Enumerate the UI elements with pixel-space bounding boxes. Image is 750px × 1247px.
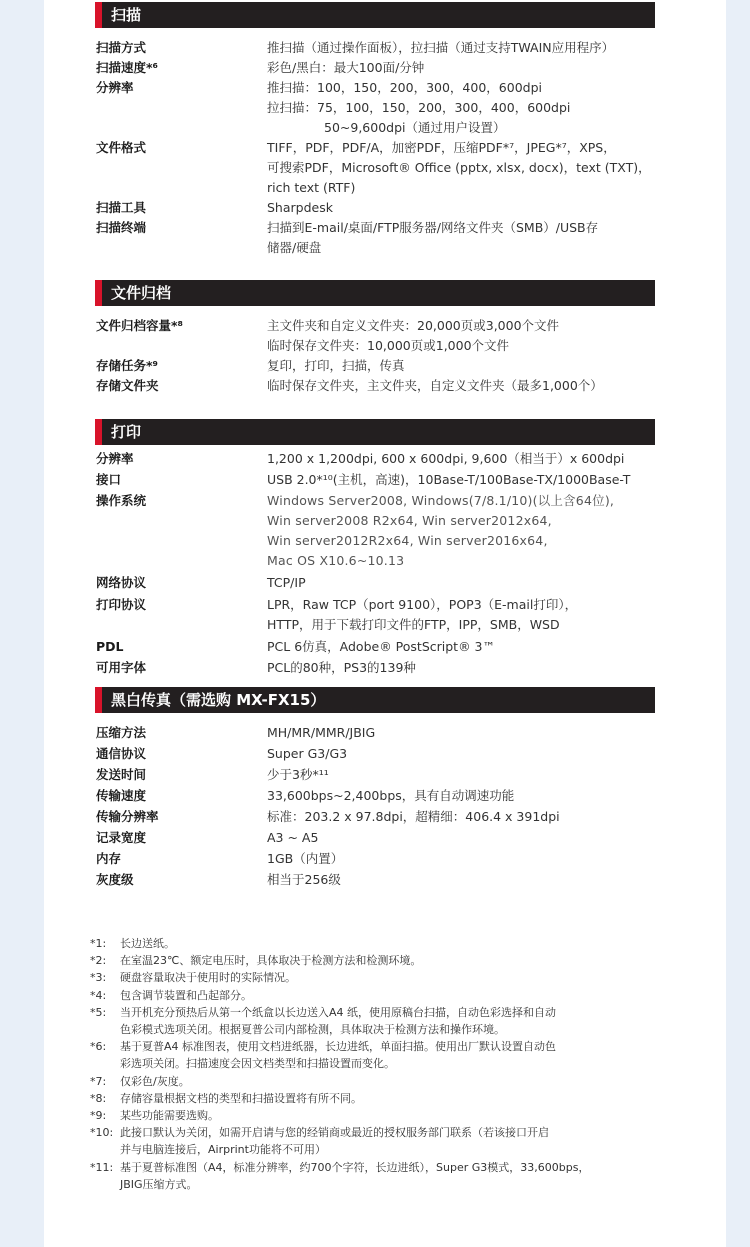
spec-value xyxy=(267,78,659,138)
spec-value-line: 1,200 x 1,200dpi, 600 x 600dpi, 9,600（相当于）x 600dpi xyxy=(267,451,625,466)
footnote xyxy=(90,1124,660,1158)
spec-value-line: 主文件夹和自定义文件夹：20,000页或3,000个文件 xyxy=(267,318,560,333)
spec-value-line: 推扫描：100，150，200，300，400，600dpi xyxy=(267,80,542,95)
section-accent-bar xyxy=(95,687,102,713)
section-header-fax xyxy=(95,687,655,713)
footnote xyxy=(90,987,660,1004)
spec-value-line: 50~9,600dpi（通过用户设置） xyxy=(324,120,506,135)
section-accent-bar xyxy=(95,2,102,28)
footnote-line: 长边送纸。 xyxy=(120,937,175,950)
section-title: 打印 xyxy=(111,423,142,441)
spec-value xyxy=(267,658,659,678)
spec-value xyxy=(267,491,659,571)
spec-value xyxy=(267,470,659,490)
spec-value-line: LPR，Raw TCP（port 9100），POP3（E-mail打印）， xyxy=(267,597,578,612)
footnote-line: 基于夏普A4 标准图表，使用文档进纸器，长边进纸，单面扫描。使用出厂默认设置自动色 xyxy=(120,1040,557,1054)
footnote-number: *8: xyxy=(90,1091,107,1105)
section-title: 扫描 xyxy=(111,6,142,24)
spec-value xyxy=(267,198,659,218)
footnote-text xyxy=(120,1090,660,1107)
spec-label: 内存 xyxy=(96,851,122,866)
footnote-line: JBIG压缩方式。 xyxy=(120,1177,198,1191)
footnote-number: *5: xyxy=(90,1005,107,1019)
spec-value-line: Win server2008 R2x64, Win server2012x64, xyxy=(267,513,552,528)
spec-value-line: MH/MR/MMR/JBIG xyxy=(267,725,376,740)
spec-value-line: 临时保存文件夹，主文件夹，自定义文件夹（最多1,000个） xyxy=(267,378,603,393)
spec-label: 接口 xyxy=(96,472,122,487)
spec-label: 分辨率 xyxy=(96,80,134,95)
footnote-text xyxy=(120,1124,660,1158)
spec-value xyxy=(267,218,659,258)
spec-value-line: 1GB（内置） xyxy=(267,851,344,866)
spec-value-line: PCL的80种，PS3的139种 xyxy=(267,660,416,675)
spec-value xyxy=(267,765,659,785)
spec-label: 分辨率 xyxy=(96,451,134,466)
footnote-text xyxy=(120,1107,660,1124)
footnote xyxy=(90,1073,660,1090)
spec-value-line: 储器/硬盘 xyxy=(267,240,322,255)
footnote-text xyxy=(120,1038,660,1072)
spec-label: 操作系统 xyxy=(96,493,147,508)
spec-value-line: HTTP，用于下载打印文件的FTP，IPP，SMB，WSD xyxy=(267,617,560,632)
footnote-line: 硬盘容量取决于使用时的实际情况。 xyxy=(120,971,296,985)
spec-value-line: 相当于256级 xyxy=(267,872,341,887)
spec-label: 记录宽度 xyxy=(96,830,147,845)
spec-value-line: 临时保存文件夹：10,000页或1,000个文件 xyxy=(267,338,510,353)
spec-label: 通信协议 xyxy=(96,746,147,761)
footnote-text xyxy=(120,952,660,969)
spec-label: 存储任务*⁹ xyxy=(96,358,159,373)
spec-value-line: 标准：203.2 x 97.8dpi，超精细：406.4 x 391dpi xyxy=(267,809,560,824)
spec-value-line: rich text (RTF) xyxy=(267,180,356,195)
spec-label: 传输速度 xyxy=(96,788,147,803)
section-title: 黑白传真（需选购 MX-FX15） xyxy=(111,691,326,709)
spec-value-line: 复印，打印，扫描，传真 xyxy=(267,358,405,373)
spec-label: 扫描终端 xyxy=(96,220,147,235)
footnote-text xyxy=(120,987,660,1004)
spec-label: 存储文件夹 xyxy=(96,378,159,393)
footnote-number: *9: xyxy=(90,1109,107,1123)
spec-label: 文件格式 xyxy=(96,140,147,155)
spec-label: 网络协议 xyxy=(96,575,147,590)
spec-value-line: Mac OS X10.6~10.13 xyxy=(267,553,405,568)
footnote-number: *7: xyxy=(90,1074,107,1088)
footnote-line: 色彩模式选项关闭。根据夏普公司内部检测，具体取决于检测方法和操作环境。 xyxy=(120,1023,505,1037)
footnote-line: 某些功能需要选购。 xyxy=(120,1109,219,1123)
footnote xyxy=(90,1159,660,1193)
spec-value-line: 可搜索PDF，Microsoft® Office (pptx, xlsx, docx)，text (TXT)， xyxy=(267,160,651,175)
spec-value xyxy=(267,849,659,869)
footnote-line: 基于夏普标准图（A4，标准分辨率，约700个字符，长边进纸），Super G3模式，33,600bps， xyxy=(120,1160,590,1174)
spec-value xyxy=(267,573,659,593)
footnote-number: *1: xyxy=(90,937,107,950)
footnote-line: 仅彩色/灰度。 xyxy=(120,1074,190,1088)
spec-label: 传输分辨率 xyxy=(96,809,159,824)
footnote-line: 当开机充分预热后从第一个纸盒以长边送入A4 纸，使用原稿台扫描，自动色彩选择和自动 xyxy=(120,1005,557,1019)
spec-value-line: TIFF，PDF，PDF/A，加密PDF，压缩PDF*⁷，JPEG*⁷，XPS， xyxy=(267,140,616,155)
spec-value-line: 拉扫描：75，100，150，200，300，400，600dpi xyxy=(267,100,571,115)
spec-label: 压缩方法 xyxy=(96,725,147,740)
spec-value-line: Super G3/G3 xyxy=(267,746,348,761)
section-accent-bar xyxy=(95,419,102,445)
spec-value xyxy=(267,723,659,743)
spec-value-line: 彩色/黑白：最大100面/分钟 xyxy=(267,60,425,75)
footnote-text xyxy=(120,1073,660,1090)
spec-value xyxy=(267,316,659,356)
footnote-text xyxy=(120,1004,660,1038)
spec-value xyxy=(267,449,659,469)
spec-value xyxy=(267,807,659,827)
footnotes xyxy=(90,935,660,1193)
spec-label: 扫描速度*⁶ xyxy=(96,60,159,75)
footnote-number: *11: xyxy=(90,1160,114,1174)
footnote-number: *6: xyxy=(90,1040,107,1054)
spec-label: 打印协议 xyxy=(96,597,147,612)
spec-value xyxy=(267,376,659,396)
spec-value xyxy=(267,786,659,806)
footnote-number: *3: xyxy=(90,971,107,985)
spec-value-line: 推扫描（通过操作面板），拉扫描（通过支持TWAIN应用程序） xyxy=(267,40,615,55)
spec-value-line: 33,600bps~2,400bps，具有自动调速功能 xyxy=(267,788,515,803)
section-title: 文件归档 xyxy=(111,284,172,302)
footnote xyxy=(90,969,660,986)
spec-label: 可用字体 xyxy=(96,660,147,675)
spec-label: 扫描方式 xyxy=(96,40,147,55)
footnote-text xyxy=(120,935,660,952)
footnote-line: 并与电脑连接后，Airprint功能将不可用） xyxy=(120,1143,326,1157)
footnote-line: 存储容量根据文档的类型和扫描设置将有所不同。 xyxy=(120,1091,362,1105)
spec-label: 灰度级 xyxy=(96,872,134,887)
spec-value-line: Windows Server2008, Windows(7/8.1/10)(以上含64位), xyxy=(267,493,615,508)
spec-label: 文件归档容量*⁸ xyxy=(96,318,184,333)
spec-value-line: A3 ~ A5 xyxy=(267,830,319,845)
footnote-text xyxy=(120,1159,660,1193)
footnote-line: 此接口默认为关闭，如需开启请与您的经销商或最近的授权服务部门联系（若该接口开启 xyxy=(120,1126,549,1140)
spec-value-line: USB 2.0*¹⁰(主机，高速)，10Base-T/100Base-TX/1000Base-T xyxy=(267,472,631,487)
footnote-text xyxy=(120,969,660,986)
spec-value-line: 少于3秒*¹¹ xyxy=(267,767,329,782)
footnote xyxy=(90,935,660,952)
spec-label: PDL xyxy=(96,639,124,654)
spec-value xyxy=(267,828,659,848)
footnote xyxy=(90,1107,660,1124)
spec-value xyxy=(267,637,659,657)
footnote-number: *10: xyxy=(90,1126,114,1140)
footnote-line: 在室温23℃、额定电压时，具体取决于检测方法和检测环境。 xyxy=(120,954,422,968)
footnote xyxy=(90,1038,660,1072)
spec-value-line: Sharpdesk xyxy=(267,200,333,215)
footnote-number: *2: xyxy=(90,954,107,968)
footnote-line: 彩选项关闭。扫描速度会因文档类型和扫描设置而变化。 xyxy=(120,1057,395,1071)
spec-value xyxy=(267,870,659,890)
spec-value xyxy=(267,58,659,78)
spec-value xyxy=(267,138,659,198)
spec-label: 扫描工具 xyxy=(96,200,147,215)
section-accent-bar xyxy=(95,280,102,306)
section-header-print xyxy=(95,419,655,445)
footnote xyxy=(90,952,660,969)
footnote-number: *4: xyxy=(90,988,107,1002)
spec-value-line: PCL 6仿真，Adobe® PostScript® 3™ xyxy=(267,639,496,654)
spec-value xyxy=(267,38,659,58)
spec-value-line: TCP/IP xyxy=(267,575,306,590)
spec-value xyxy=(267,595,659,635)
spec-value-line: 扫描到E-mail/桌面/FTP服务器/网络文件夹（SMB）/USB存 xyxy=(267,220,599,235)
section-header-filing xyxy=(95,280,655,306)
spec-label: 发送时间 xyxy=(96,767,147,782)
spec-value xyxy=(267,356,659,376)
section-header-scan xyxy=(95,2,655,28)
footnote xyxy=(90,1004,660,1038)
spec-value-line: Win server2012R2x64, Win server2016x64, xyxy=(267,533,548,548)
footnote-line: 包含调节装置和凸起部分。 xyxy=(120,988,252,1002)
footnote xyxy=(90,1090,660,1107)
spec-value xyxy=(267,744,659,764)
